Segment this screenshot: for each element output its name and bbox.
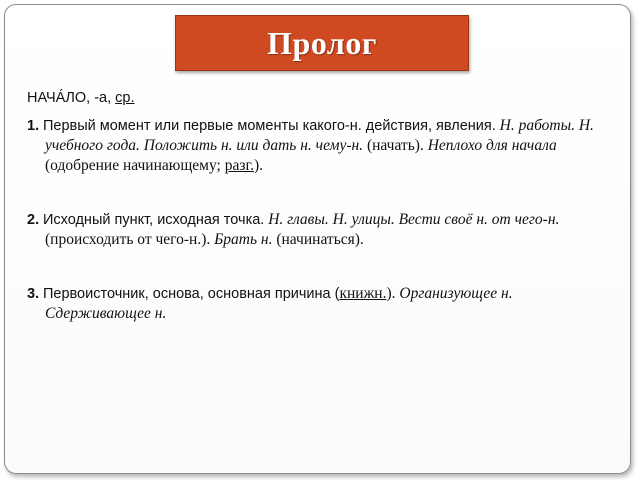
sense-examples: Н. главы. Н. улицы. Вести своё н. от чего-н. [268, 211, 560, 228]
sense-number: 2. [27, 212, 40, 228]
headword-line [27, 88, 612, 108]
sense-1 [27, 116, 612, 176]
dictionary-entry [27, 88, 612, 324]
sense-note: ). [386, 285, 396, 302]
sense-examples: Н. работы. Н. учебного года. Положить н. или дать н. чему-н. [45, 117, 594, 154]
sense-definition: Первый момент или первые моменты какого-н. действия, явления. [42, 118, 496, 134]
sense-number: 3. [27, 286, 40, 302]
sense-note: (одобрение начинающему; [45, 157, 221, 174]
sense-idiom: Брать н. [214, 231, 273, 248]
sense-definition: Исходный пункт, исходная точка. [42, 212, 265, 228]
gender-label: ср. [115, 90, 135, 106]
sense-note: (начать). [366, 137, 424, 154]
title-banner [175, 15, 469, 71]
sense-definition: Первоисточник, основа, основная причина ( [42, 286, 340, 302]
sense-number: 1. [27, 118, 40, 134]
sense-note: ). [253, 157, 264, 174]
sense-note: (происходить от чего-н.). [45, 231, 211, 248]
sense-3 [27, 284, 612, 324]
usage-label: разг. [224, 157, 254, 174]
sense-2 [27, 210, 612, 250]
sense-examples: Организующее н. Сдерживающее н. [45, 285, 513, 322]
headword: НАЧА́ЛО [27, 90, 87, 106]
usage-label: книжн. [339, 285, 387, 302]
headword-forms: , -а, [86, 90, 116, 106]
sense-note: (начинаться). [276, 231, 364, 248]
sense-idiom: Неплохо для начала [427, 137, 557, 154]
slide-title: Пролог [267, 24, 377, 61]
